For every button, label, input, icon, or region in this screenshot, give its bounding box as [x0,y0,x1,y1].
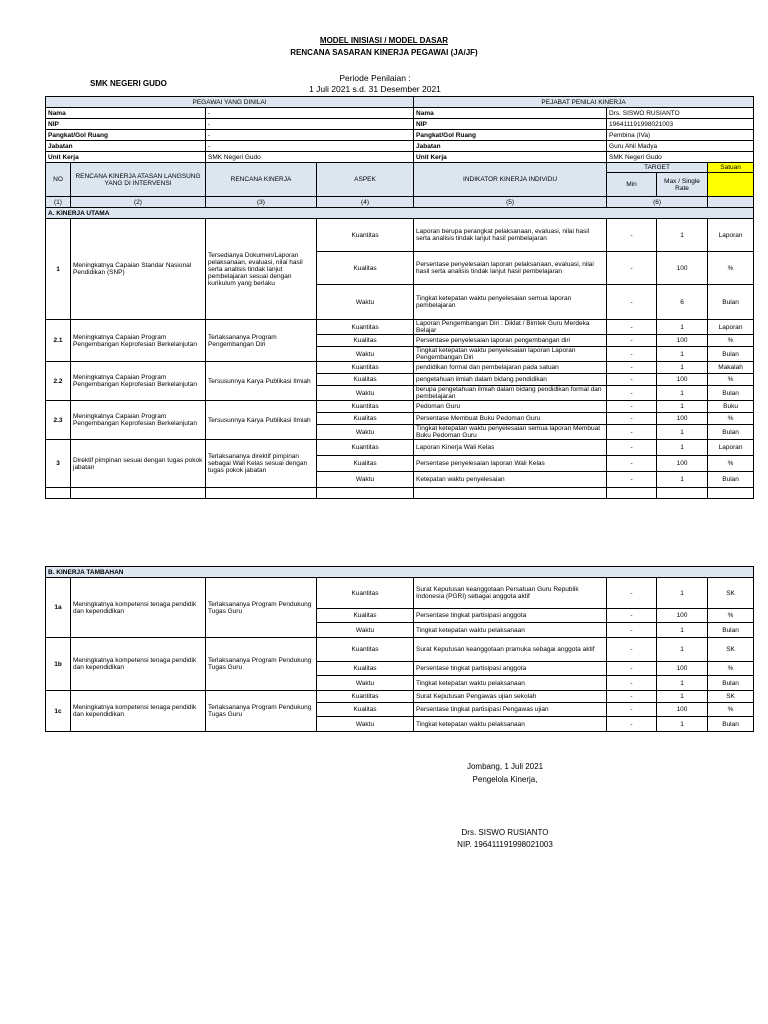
indicator-aspect: Kualitas [317,703,414,717]
indicator-aspect: Waktu [317,717,414,732]
indicator-aspect: Kualitas [317,252,414,285]
indicator-aspect: Kuantitas [317,320,414,335]
identity-row [46,152,754,163]
group-number: 2.1 [46,320,71,362]
assessor-field-value: 196411191998021003 [607,119,754,130]
indicator-description: Surat Keputusan Pengawas ujian sekolah [414,691,607,703]
group-rencana-kinerja: Terlaksananya Program Pengembangan Diri [206,320,317,362]
indicator-aspect: Kuantitas [317,638,414,662]
document-title: MODEL INISIASI / MODEL DASAR [319,36,449,45]
indicator-description: Persentase penyelesaian laporan Wali Kelas [414,456,607,472]
column-number-blank [708,197,754,208]
employee-field-value: - [206,108,414,119]
col-min-header: Min [607,173,657,197]
target-unit: Bulan [708,386,754,401]
indicator-aspect: Waktu [317,676,414,691]
empty-row [46,488,754,499]
target-max: 1 [657,717,708,732]
group-number: 1b [46,638,71,691]
indicator-description: Tingkat ketepatan waktu penyelesaian semua laporan pembelajaran [414,285,607,320]
performance-table [45,96,754,499]
column-number: (3) [206,197,317,208]
target-unit: SK [708,578,754,609]
target-max: 100 [657,662,708,676]
employee-section-title: PEGAWAI YANG DINILAI [46,97,414,108]
signature-name: Drs. SISWO RUSIANTO [461,828,549,837]
target-max: 1 [657,425,708,440]
indicator-description: Persentase penyelesaian laporan pelaksanaan, evaluasi, nilai hasil serta analisis tindak lanjut hasil pembelajaran [414,252,607,285]
target-max: 1 [657,676,708,691]
assessor-section-title: PEJABAT PENILAI KINERJA [414,97,754,108]
identity-title-row [46,97,754,108]
indicator-aspect: Kualitas [317,413,414,425]
target-max: 1 [657,440,708,456]
assessor-field-label: Pangkat/Gol Ruang [414,130,607,141]
group-atasan-goal: Meningkatnya kompetensi tenaga pendidik dan kependidikan [71,691,206,732]
target-unit: Bulan [708,717,754,732]
target-min: - [607,691,657,703]
group-atasan-goal: Direktif pimpinan sesuai dengan tugas pokok jabatan [71,440,206,488]
indicator-aspect: Kuantitas [317,578,414,609]
indicator-description: Laporan berupa perangkat pelaksanaan, evaluasi, nilai hasil serta analisis tindak lanjut hasil pembelajaran [414,219,607,252]
identity-row [46,119,754,130]
indicator-aspect: Waktu [317,386,414,401]
identity-row [46,130,754,141]
target-min: - [607,362,657,374]
indicator-row [46,440,754,456]
target-max: 1 [657,362,708,374]
school-name: SMK NEGERI GUDO [90,79,167,88]
target-unit: Bulan [708,623,754,638]
indicator-description: Tingkat ketepatan waktu pelaksanaan [414,623,607,638]
empty-cell [657,488,708,499]
target-unit: % [708,703,754,717]
target-max: 100 [657,252,708,285]
column-number-row [46,197,754,208]
group-rencana-kinerja: Terlaksananya direktif pimpinan sebagai Wali Kelas sesuai dengan tugas pokok jabatan [206,440,317,488]
indicator-aspect: Waktu [317,472,414,488]
target-unit: % [708,662,754,676]
group-rencana-kinerja: Tersusunnya Karya Publikasi Ilmiah [206,362,317,401]
employee-field-label: Pangkat/Gol Ruang [46,130,206,141]
indicator-row [46,320,754,335]
target-min: - [607,456,657,472]
empty-cell [414,488,607,499]
indicator-aspect: Waktu [317,623,414,638]
identity-row [46,141,754,152]
target-min: - [607,252,657,285]
indicator-description: Tingkat ketepatan waktu penyelesaian laporan Laporan Pengembangan Diri [414,347,607,362]
group-atasan-goal: Meningkatnya Capaian Program Pengembangan Keprofesian Berkelanjutan [71,401,206,440]
employee-field-value: - [206,141,414,152]
target-unit: % [708,413,754,425]
target-min: - [607,609,657,623]
target-unit: Bulan [708,347,754,362]
target-min: - [607,638,657,662]
indicator-description: Surat Keputusan keanggotaan Persatuan Guru Republik Indonesia (PGRI) sebagai anggota aktif [414,578,607,609]
assessor-field-label: Jabatan [414,141,607,152]
indicator-aspect: Kuantitas [317,362,414,374]
column-number: (5) [414,197,607,208]
group-number: 2.3 [46,401,71,440]
col-satuan-blank [708,173,754,197]
target-max: 1 [657,347,708,362]
target-unit: % [708,252,754,285]
col-max-header: Max / Single Rate [657,173,708,197]
assessor-field-value: Pembina (IVa) [607,130,754,141]
target-min: - [607,386,657,401]
target-max: 1 [657,401,708,413]
signature-place-date: Jombang, 1 Juli 2021 [466,762,544,771]
indicator-aspect: Kualitas [317,374,414,386]
indicator-aspect: Kuantitas [317,691,414,703]
empty-cell [708,488,754,499]
assessor-field-value: Guru Ahli Madya [607,141,754,152]
indicator-description: Persentase tingkat partisipasi Pengawas ujian [414,703,607,717]
indicator-description: Surat Keputusan keanggotaan pramuka sebagai anggota aktif [414,638,607,662]
target-max: 1 [657,386,708,401]
additional-performance-table [45,566,754,732]
signature-nip: NIP. 196411191998021003 [457,840,553,849]
indicator-description: Tingkat ketepatan waktu pelaksanaan [414,717,607,732]
target-unit: SK [708,638,754,662]
section-title-row [46,208,754,219]
indicator-description: Persentase Membuat Buku Pedoman Guru [414,413,607,425]
target-unit: SK [708,691,754,703]
target-max: 1 [657,691,708,703]
target-max: 100 [657,703,708,717]
column-number: (6) [607,197,708,208]
indicator-aspect: Kualitas [317,335,414,347]
signature-role: Pengelola Kinerja, [472,775,538,784]
target-max: 6 [657,285,708,320]
target-min: - [607,662,657,676]
target-min: - [607,413,657,425]
col-satuan-header: Satuan [708,163,754,173]
indicator-aspect: Waktu [317,347,414,362]
group-number: 3 [46,440,71,488]
indicator-row [46,691,754,703]
employee-field-label: NIP [46,119,206,130]
indicator-description: Persentase tingkat partisipasi anggota [414,662,607,676]
empty-cell [317,488,414,499]
target-min: - [607,347,657,362]
target-unit: Bulan [708,676,754,691]
section-title: A. KINERJA UTAMA [46,208,754,219]
column-header-row [46,163,754,173]
target-unit: % [708,335,754,347]
target-unit: Makalah [708,362,754,374]
target-min: - [607,320,657,335]
col-indikator-header: INDIKATOR KINERJA INDIVIDU [414,163,607,197]
col-aspek-header: ASPEK [317,163,414,197]
target-min: - [607,374,657,386]
group-number: 1a [46,578,71,638]
group-rencana-kinerja: Tersusunnya Karya Publikasi Ilmiah [206,401,317,440]
group-atasan-goal: Meningkatnya kompetensi tenaga pendidik dan kependidikan [71,578,206,638]
column-number: (4) [317,197,414,208]
indicator-aspect: Waktu [317,285,414,320]
target-unit: Buku [708,401,754,413]
empty-cell [71,488,206,499]
group-rencana-kinerja: Tersedianya Dokumen/Laporan pelaksanaan, evaluasi, nilai hasil serta analisis tindak lanjut pembelajaran sesuai dengan kurikulum yang berlaku [206,219,317,320]
target-min: - [607,425,657,440]
indicator-row [46,578,754,609]
col-atasan-header: RENCANA KINERJA ATASAN LANGSUNG YANG DI INTERVENSI [71,163,206,197]
target-min: - [607,472,657,488]
target-min: - [607,285,657,320]
group-atasan-goal: Meningkatnya Capaian Standar Nasional Pendidikan (SNP) [71,219,206,320]
indicator-row [46,401,754,413]
indicator-description: Laporan Pengembangan Diri : Diklat / Bimtek Guru Merdeka Belajar [414,320,607,335]
assessor-field-label: NIP [414,119,607,130]
col-target-header: TARGET [607,163,708,173]
indicator-aspect: Kualitas [317,456,414,472]
indicator-description: pengetahuan ilmiah dalam bidang pendidikan [414,374,607,386]
employee-field-label: Jabatan [46,141,206,152]
target-unit: Laporan [708,320,754,335]
target-unit: Laporan [708,440,754,456]
assessor-field-label: Unit Kerja [414,152,607,163]
col-no-header: NO [46,163,71,197]
assessor-field-label: Nama [414,108,607,119]
assessor-field-value: SMK Negeri Gudo [607,152,754,163]
employee-field-value: - [206,130,414,141]
target-max: 100 [657,335,708,347]
group-number: 1 [46,219,71,320]
target-max: 1 [657,219,708,252]
employee-field-label: Unit Kerja [46,152,206,163]
period-range: 1 Juli 2021 s.d. 31 Desember 2021 [309,84,441,94]
employee-field-label: Nama [46,108,206,119]
group-number: 1c [46,691,71,732]
indicator-aspect: Waktu [317,425,414,440]
indicator-description: Tingkat ketepatan waktu penyelesaian semua laporan Membuat Buku Pedoman Guru [414,425,607,440]
target-unit: % [708,374,754,386]
column-number: (2) [71,197,206,208]
target-max: 1 [657,638,708,662]
target-unit: Bulan [708,425,754,440]
period-label: Periode Penilaian : [339,73,411,83]
employee-field-value: SMK Negeri Gudo [206,152,414,163]
employee-field-value: - [206,119,414,130]
target-max: 100 [657,609,708,623]
indicator-row [46,362,754,374]
target-min: - [607,717,657,732]
indicator-description: Persentase tingkat partisipasi anggota [414,609,607,623]
indicator-description: Tingkat ketepatan waktu pelaksanaan [414,676,607,691]
target-min: - [607,703,657,717]
target-min: - [607,335,657,347]
indicator-description: berupa pengetahuan ilmiah dalam bidang pendidikan formal dan pembelajaran [414,386,607,401]
target-unit: Bulan [708,472,754,488]
target-max: 100 [657,413,708,425]
target-unit: Laporan [708,219,754,252]
identity-row [46,108,754,119]
indicator-description: Laporan Kinerja Wali Kelas [414,440,607,456]
empty-cell [607,488,657,499]
group-rencana-kinerja: Terlaksananya Program Pendukung Tugas Guru [206,578,317,638]
target-min: - [607,623,657,638]
indicator-row [46,638,754,662]
target-max: 1 [657,472,708,488]
target-max: 100 [657,374,708,386]
column-number: (1) [46,197,71,208]
target-min: - [607,578,657,609]
target-unit: % [708,609,754,623]
target-max: 100 [657,456,708,472]
indicator-description: pendidikan formal dan pembelajaran pada satuan [414,362,607,374]
indicator-aspect: Kuantitas [317,401,414,413]
section-title-row [46,567,754,578]
target-min: - [607,401,657,413]
target-unit: % [708,456,754,472]
group-rencana-kinerja: Terlaksananya Program Pendukung Tugas Guru [206,638,317,691]
empty-cell [206,488,317,499]
indicator-row [46,219,754,252]
indicator-aspect: Kuantitas [317,219,414,252]
target-min: - [607,219,657,252]
group-number: 2.2 [46,362,71,401]
empty-cell [46,488,71,499]
target-max: 1 [657,623,708,638]
indicator-description: Ketepatan waktu penyelesaian [414,472,607,488]
target-unit: Bulan [708,285,754,320]
group-atasan-goal: Meningkatnya Capaian Program Pengembangan Keprofesian Berkelanjutan [71,362,206,401]
target-min: - [607,676,657,691]
indicator-aspect: Kualitas [317,609,414,623]
indicator-aspect: Kualitas [317,662,414,676]
target-max: 1 [657,320,708,335]
indicator-description: Pedoman Guru [414,401,607,413]
indicator-aspect: Kuantitas [317,440,414,456]
target-max: 1 [657,578,708,609]
group-atasan-goal: Meningkatnya kompetensi tenaga pendidik dan kependidikan [71,638,206,691]
section-title: B. KINERJA TAMBAHAN [46,567,754,578]
target-min: - [607,440,657,456]
indicator-description: Persentase penyelesaian laporan pengembangan diri [414,335,607,347]
col-rencana-header: RENCANA KINERJA [206,163,317,197]
group-atasan-goal: Meningkatnya Capaian Program Pengembangan Keprofesian Berkelanjutan [71,320,206,362]
document-subtitle: RENCANA SASARAN KINERJA PEGAWAI (JA/JF) [290,48,478,57]
assessor-field-value: Drs. SISWO RUSIANTO [607,108,754,119]
group-rencana-kinerja: Terlaksananya Program Pendukung Tugas Guru [206,691,317,732]
